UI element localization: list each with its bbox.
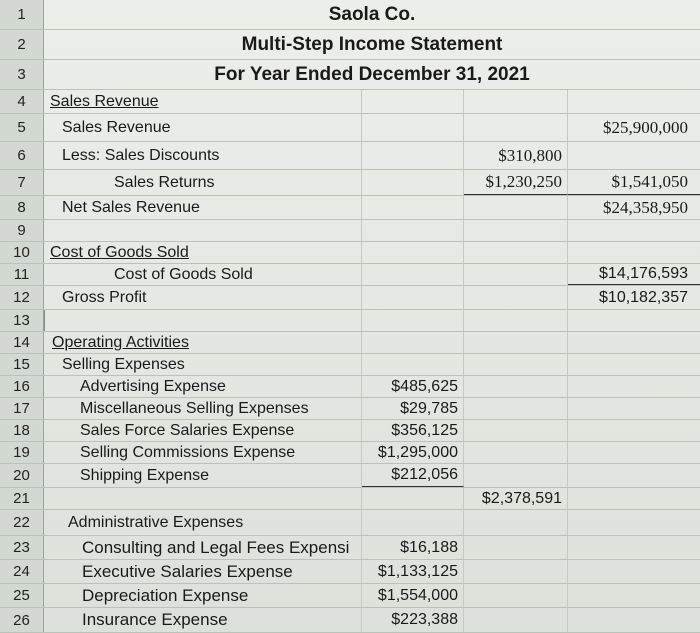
cell-c[interactable] [464,196,568,219]
row-5 [0,114,700,142]
label-cell[interactable]: Cost of Goods Sold [44,264,362,285]
cell-c[interactable] [464,536,568,559]
label-cell[interactable]: Miscellaneous Selling Expenses [44,398,362,419]
row-header[interactable]: 23 [0,536,44,559]
row-13 [0,310,700,332]
amount-cell[interactable]: $310,800 [464,142,568,169]
label-cell[interactable]: Consulting and Legal Fees Expensi [44,536,362,559]
cell-c[interactable] [464,220,568,241]
label-cell[interactable]: Selling Commissions Expense [44,442,362,463]
row-header[interactable]: 18 [0,420,44,441]
amount-cell[interactable]: $29,785 [362,398,464,419]
cell-c[interactable] [464,464,568,487]
label-cell[interactable]: Less: Sales Discounts [44,142,362,169]
row-12 [0,286,700,310]
row-4 [0,90,700,114]
cell-c[interactable] [464,376,568,397]
row-header[interactable]: 11 [0,264,44,285]
cell-c[interactable] [464,398,568,419]
amount-cell[interactable]: $1,541,050 [568,170,700,195]
row-header[interactable]: 7 [0,170,44,195]
cell-c[interactable] [464,310,568,331]
label-cell[interactable]: Gross Profit [44,286,362,309]
row-9 [0,220,700,242]
row-21 [0,488,700,510]
section-header-cell[interactable]: Cost of Goods Sold [44,242,362,263]
row-header[interactable]: 22 [0,510,44,535]
row-header[interactable]: 25 [0,584,44,607]
period-cell[interactable]: For Year Ended December 31, 2021 [214,63,530,85]
cell-d[interactable] [568,354,700,375]
row-header[interactable]: 4 [0,90,44,113]
cell-c[interactable] [464,242,568,263]
label-cell[interactable]: Executive Salaries Expense [44,560,362,583]
cell-b[interactable] [362,488,464,509]
row-header[interactable]: 2 [0,30,44,59]
cell-d[interactable] [568,488,700,509]
row-18 [0,420,700,442]
row-7 [0,170,700,196]
cell-d[interactable] [568,220,700,241]
cell-d[interactable] [568,560,700,583]
company-name-cell[interactable]: Saola Co. [328,3,416,25]
cell-c[interactable] [464,420,568,441]
cell-d[interactable] [568,510,700,535]
row-header[interactable]: 9 [0,220,44,241]
cell-b[interactable] [362,220,464,241]
row-19 [0,442,700,464]
cell-d[interactable] [568,584,700,607]
row-header[interactable]: 19 [0,442,44,463]
row-6 [0,142,700,170]
amount-cell[interactable]: $25,900,000 [603,117,688,137]
cell-d[interactable] [568,420,700,441]
cell-c[interactable] [464,608,568,632]
label-cell[interactable]: Administrative Expenses [44,510,362,535]
row-17 [0,398,700,420]
cell-d[interactable] [568,608,700,632]
cell-b[interactable] [362,354,464,375]
row-header[interactable]: 5 [0,114,44,141]
row-header[interactable]: 6 [0,142,44,169]
label-cell[interactable]: Sales Revenue [44,114,362,141]
row-16 [0,376,700,398]
cell-d[interactable] [568,142,700,169]
amount-cell[interactable]: $212,056 [362,464,464,487]
row-header[interactable]: 13 [0,310,44,331]
row-header[interactable]: 1 [0,0,44,29]
cell-d[interactable] [568,536,700,559]
row-23 [0,536,700,560]
row-25 [0,584,700,608]
label-cell[interactable]: Selling Expenses [44,354,362,375]
amount-cell[interactable]: $356,125 [362,420,464,441]
row-11 [0,264,700,286]
cell-c[interactable] [464,510,568,535]
row-26 [0,608,700,633]
row-header[interactable]: 16 [0,376,44,397]
cell-b[interactable] [362,242,464,263]
row-2 [0,30,700,60]
row-header[interactable]: 10 [0,242,44,263]
label-cell[interactable]: Net Sales Revenue [44,196,362,219]
row-24 [0,560,700,584]
row-14 [0,332,700,354]
cell-d[interactable] [568,398,700,419]
amount-cell[interactable]: $2,378,591 [464,488,568,509]
cell-d[interactable] [568,90,700,113]
row-header[interactable]: 15 [0,354,44,375]
cell-d[interactable] [568,332,700,353]
amount-cell[interactable]: $1,133,125 [362,560,464,583]
cell-c[interactable] [464,354,568,375]
cell-c[interactable] [464,442,568,463]
cell-b[interactable] [362,114,464,141]
cell-a[interactable] [44,220,362,241]
row-header[interactable]: 8 [0,196,44,219]
label-cell[interactable]: Insurance Expense [44,608,362,632]
label-cell[interactable]: Depreciation Expense [44,584,362,607]
cell-b[interactable] [362,264,464,285]
label-cell[interactable]: Advertising Expense [44,376,362,397]
amount-cell[interactable]: $1,554,000 [362,584,464,607]
row-header[interactable]: 24 [0,560,44,583]
amount-cell[interactable]: $1,230,250 [464,170,568,195]
section-header-cell[interactable]: Sales Revenue [44,90,362,113]
cell-d[interactable] [568,464,700,487]
label-cell[interactable]: Sales Returns [44,170,362,195]
row-3 [0,60,700,90]
row-8 [0,196,700,220]
cell-d[interactable] [568,310,700,331]
amount-cell[interactable]: $223,388 [362,608,464,632]
cell-b[interactable] [362,196,464,219]
cell-b[interactable] [362,90,464,113]
cell-b[interactable] [362,510,464,535]
amount-cell[interactable]: $10,182,357 [599,288,688,306]
cell-d[interactable] [568,442,700,463]
row-header[interactable]: 20 [0,464,44,487]
row-header[interactable]: 14 [0,332,44,353]
row-header[interactable]: 26 [0,608,44,632]
cell-b[interactable] [362,332,464,353]
label-cell[interactable]: Sales Force Salaries Expense [44,420,362,441]
row-10 [0,242,700,264]
cell-c[interactable] [464,114,568,141]
amount-cell[interactable]: $16,188 [362,536,464,559]
row-header[interactable]: 21 [0,488,44,509]
cell-a[interactable] [44,488,362,509]
statement-title-cell[interactable]: Multi-Step Income Statement [241,33,503,55]
cell-d[interactable] [568,376,700,397]
label-cell[interactable]: Shipping Expense [44,464,362,487]
amount-cell[interactable]: $485,625 [362,376,464,397]
row-header[interactable]: 3 [0,60,44,89]
row-20 [0,464,700,488]
cell-c[interactable] [464,560,568,583]
section-header-cell[interactable]: Operating Activities [44,332,362,353]
cell-a[interactable] [44,310,362,331]
amount-cell[interactable]: $24,358,950 [603,197,688,217]
cell-c[interactable] [464,286,568,309]
cell-c[interactable] [464,90,568,113]
row-header[interactable]: 12 [0,286,44,309]
cell-b[interactable] [362,310,464,331]
row-header[interactable]: 17 [0,398,44,419]
row-22 [0,510,700,536]
cell-c[interactable] [464,264,568,285]
cell-b[interactable] [362,142,464,169]
amount-cell[interactable]: $14,176,593 [568,264,700,285]
cell-c[interactable] [464,584,568,607]
cell-b[interactable] [362,170,464,195]
cell-b[interactable] [362,286,464,309]
row-1 [0,0,700,30]
amount-cell[interactable]: $1,295,000 [362,442,464,463]
cell-c[interactable] [464,332,568,353]
cell-d[interactable] [568,242,700,263]
row-15 [0,354,700,376]
